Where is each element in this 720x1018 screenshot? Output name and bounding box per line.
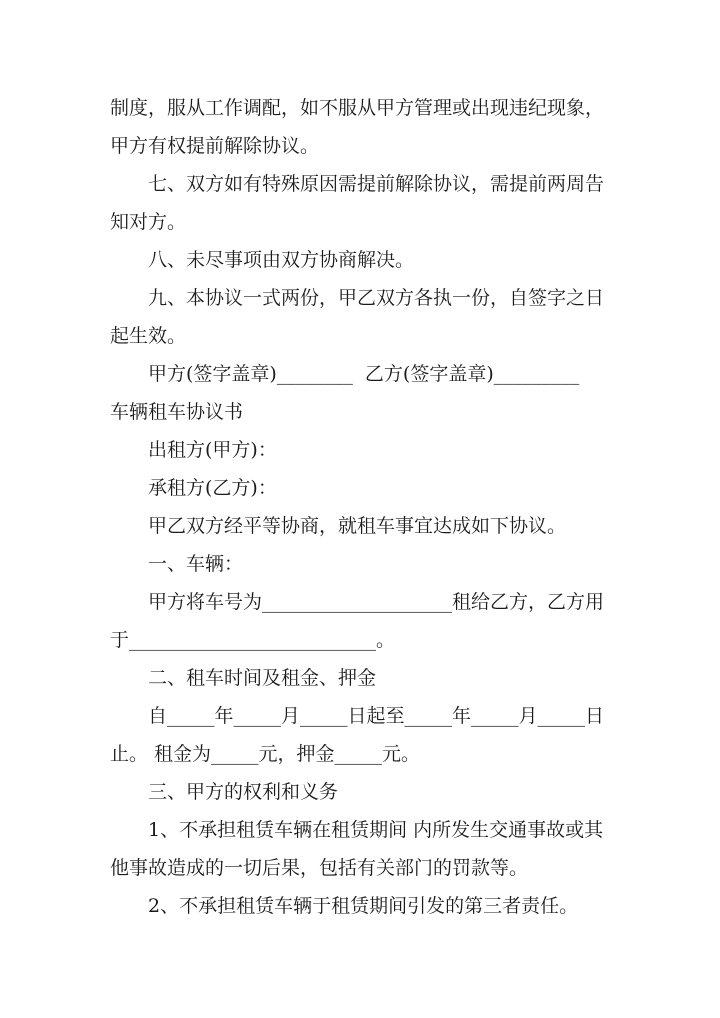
paragraph-line: 起生效。: [110, 325, 187, 347]
clause-nine-line: 九、本协议一式两份，甲乙双方各执一份，自签字之日: [148, 287, 605, 309]
preamble-line: 甲乙双方经平等协商，就租车事宜达成如下协议。: [148, 515, 567, 537]
signature-line: 甲方(签字盖章)________ 乙方(签字盖章)_________: [148, 363, 580, 385]
lessor-line: 出租方(甲方)：: [148, 439, 277, 461]
paragraph-line: 甲方有权提前解除协议。: [110, 135, 320, 157]
paragraph-line: 制度，服从工作调配，如不服从甲方管理或出现违纪现象，: [110, 97, 605, 119]
lessee-line: 承租方(乙方)：: [148, 477, 277, 499]
clause-eight-line: 八、未尽事项由双方协商解决。: [148, 249, 415, 271]
section-heading: 三、甲方的权利和义务: [148, 781, 339, 803]
rent-deposit-line: 止。 租金为_____元，押金_____元。: [110, 743, 421, 765]
document-title: 车辆租车协议书: [110, 401, 244, 423]
paragraph-line: 他事故造成的一切后果，包括有关部门的罚款等。: [110, 857, 529, 879]
paragraph-line: 于__________________________。: [110, 629, 396, 651]
section-heading: 二、租车时间及租金、押金: [148, 667, 377, 689]
obligation-item-line: 2、不承担租赁车辆于租赁期间引发的第三者责任。: [148, 895, 579, 917]
rental-period-line: 自_____年_____月_____日起至_____年_____月_____日: [148, 705, 605, 727]
obligation-item-line: 1、不承担租赁车辆在租赁期间 内所发生交通事故或其: [148, 819, 604, 841]
vehicle-line: 甲方将车号为____________________租给乙方，乙方用: [148, 591, 605, 613]
clause-seven-line: 七、双方如有特殊原因需提前解除协议，需提前两周告: [148, 173, 605, 195]
section-heading: 一、车辆：: [148, 553, 244, 575]
paragraph-line: 知对方。: [110, 211, 187, 233]
